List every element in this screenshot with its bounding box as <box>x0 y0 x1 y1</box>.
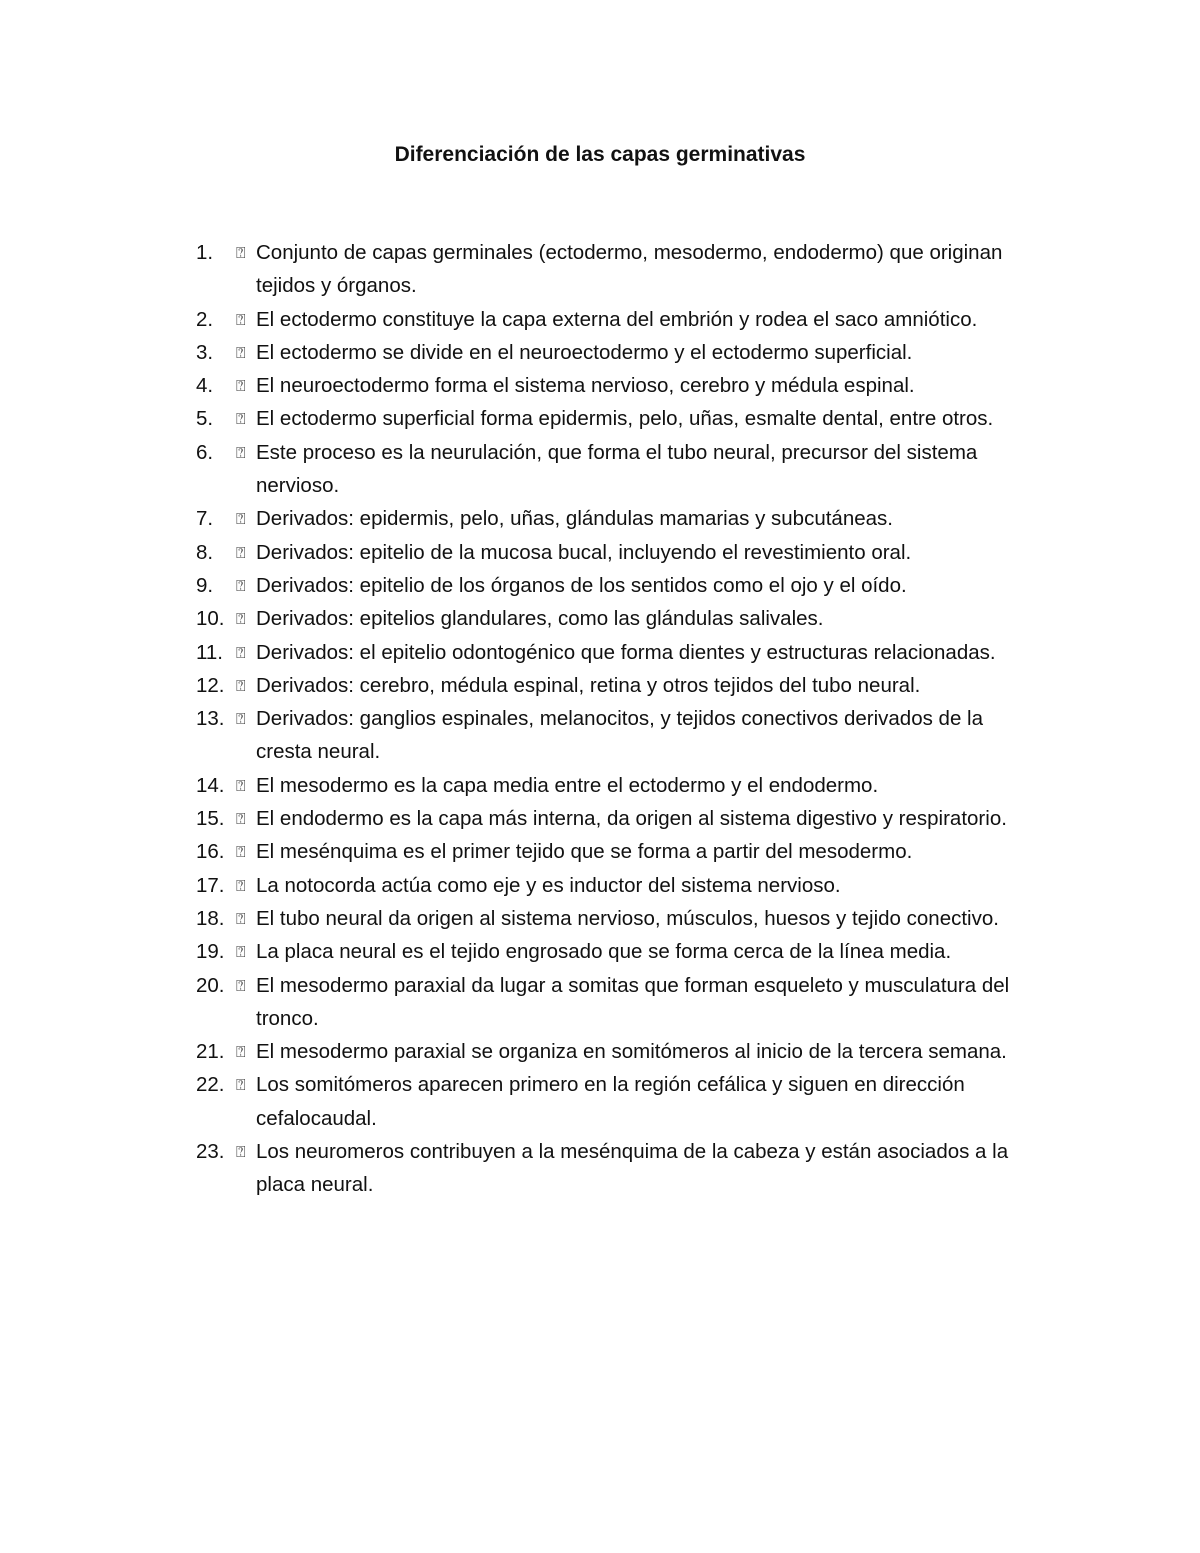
page-title: Diferenciación de las capas germinativas <box>394 143 806 166</box>
list-item <box>196 1035 1036 1068</box>
item-number: 23. <box>196 1140 225 1164</box>
list-item <box>196 303 1036 336</box>
item-number: 12. <box>196 673 225 697</box>
item-text: El ectodermo se divide en el neuroectodermo y el ectodermo superficial. <box>256 340 913 364</box>
item-number: 9. <box>196 573 214 597</box>
item-number: 20. <box>196 973 225 997</box>
item-number: 16. <box>196 840 225 864</box>
item-number: 6. <box>196 440 214 464</box>
list-item <box>196 436 1036 503</box>
missing-glyph-icon: ⍰ <box>236 542 246 562</box>
item-text: Derivados: epitelio de la mucosa bucal, incluyendo el revestimiento oral. <box>256 540 912 564</box>
list-item <box>196 869 1036 902</box>
missing-glyph-icon: ⍰ <box>236 1142 246 1162</box>
item-text: El mesodermo paraxial se organiza en somitómeros al inicio de la tercera semana. <box>256 1040 1007 1064</box>
missing-glyph-icon: ⍰ <box>236 1075 246 1095</box>
item-number: 8. <box>196 540 214 564</box>
list-item <box>196 569 1036 602</box>
item-number: 5. <box>196 407 214 431</box>
missing-glyph-icon: ⍰ <box>236 442 246 462</box>
missing-glyph-icon: ⍰ <box>236 609 246 629</box>
item-number: 22. <box>196 1073 225 1097</box>
missing-glyph-icon: ⍰ <box>236 942 246 962</box>
item-number: 15. <box>196 807 225 831</box>
item-number: 18. <box>196 906 225 930</box>
list-item <box>196 969 1036 1036</box>
list-item <box>196 1135 1036 1202</box>
item-text: Derivados: cerebro, médula espinal, retina y otros tejidos del tubo neural. <box>256 673 921 697</box>
item-text: El tubo neural da origen al sistema nervioso, músculos, huesos y tejido conectivo. <box>256 906 999 930</box>
item-text: Conjunto de capas germinales (ectodermo, mesodermo, endodermo) que originan tejidos y órganos. <box>256 241 1003 298</box>
list-item <box>196 835 1036 868</box>
missing-glyph-icon: ⍰ <box>236 309 246 329</box>
list-item <box>196 935 1036 968</box>
item-text: Derivados: el epitelio odontogénico que forma dientes y estructuras relacionadas. <box>256 640 996 664</box>
item-number: 13. <box>196 707 225 731</box>
item-number: 21. <box>196 1040 225 1064</box>
missing-glyph-icon: ⍰ <box>236 642 246 662</box>
item-text: El endodermo es la capa más interna, da origen al sistema digestivo y respiratorio. <box>256 807 1007 831</box>
item-text: El mesodermo paraxial da lugar a somitas que forman esqueleto y musculatura del tronco. <box>256 973 1010 1030</box>
missing-glyph-icon: ⍰ <box>236 908 246 928</box>
item-number: 1. <box>196 241 214 264</box>
item-number: 10. <box>196 607 225 631</box>
item-text: La notocorda actúa como eje y es inductor del sistema nervioso. <box>256 873 841 897</box>
item-number: 14. <box>196 773 225 797</box>
item-text: Derivados: epidermis, pelo, uñas, glándulas mamarias y subcutáneas. <box>256 507 893 531</box>
item-number: 2. <box>196 307 214 331</box>
list-item <box>196 702 1036 769</box>
missing-glyph-icon: ⍰ <box>236 243 246 262</box>
item-text: Derivados: epitelios glandulares, como las glándulas salivales. <box>256 607 824 631</box>
list-item <box>196 802 1036 835</box>
missing-glyph-icon: ⍰ <box>236 775 246 795</box>
missing-glyph-icon: ⍰ <box>236 875 246 895</box>
missing-glyph-icon: ⍰ <box>236 975 246 995</box>
item-number: 17. <box>196 873 225 897</box>
missing-glyph-icon: ⍰ <box>236 409 246 429</box>
numbered-list <box>196 236 1036 1202</box>
missing-glyph-icon: ⍰ <box>236 1042 246 1062</box>
missing-glyph-icon: ⍰ <box>236 709 246 729</box>
item-text: Derivados: epitelio de los órganos de los sentidos como el ojo y el oído. <box>256 573 907 597</box>
item-number: 11. <box>196 640 223 664</box>
list-item <box>196 402 1036 435</box>
item-number: 19. <box>196 940 225 964</box>
item-text: El neuroectodermo forma el sistema nervioso, cerebro y médula espinal. <box>256 374 915 398</box>
list-item <box>196 236 1036 303</box>
item-number: 3. <box>196 340 214 364</box>
missing-glyph-icon: ⍰ <box>236 376 246 396</box>
item-text: Los neuromeros contribuyen a la mesénquima de la cabeza y están asociados a la placa neural. <box>256 1140 1009 1197</box>
list-item <box>196 1068 1036 1135</box>
list-item <box>196 669 1036 702</box>
item-text: El mesodermo es la capa media entre el ectodermo y el endodermo. <box>256 773 879 797</box>
item-text: El mesénquima es el primer tejido que se forma a partir del mesodermo. <box>256 840 913 864</box>
item-text: Derivados: ganglios espinales, melanocitos, y tejidos conectivos derivados de la cresta neural. <box>256 707 984 764</box>
item-number: 7. <box>196 507 214 531</box>
list-item <box>196 336 1036 369</box>
missing-glyph-icon: ⍰ <box>236 675 246 695</box>
item-text: El ectodermo superficial forma epidermis, pelo, uñas, esmalte dental, entre otros. <box>256 407 994 431</box>
item-text: Los somitómeros aparecen primero en la región cefálica y siguen en dirección cefalocaudal. <box>256 1073 965 1130</box>
missing-glyph-icon: ⍰ <box>236 575 246 595</box>
list-item <box>196 602 1036 635</box>
item-text: El ectodermo constituye la capa externa del embrión y rodea el saco amniótico. <box>256 307 978 331</box>
list-item <box>196 769 1036 802</box>
missing-glyph-icon: ⍰ <box>236 842 246 862</box>
list-item <box>196 369 1036 402</box>
missing-glyph-icon: ⍰ <box>236 509 246 529</box>
list-item <box>196 536 1036 569</box>
list-item <box>196 902 1036 935</box>
list-item <box>196 636 1036 669</box>
missing-glyph-icon: ⍰ <box>236 342 246 362</box>
item-number: 4. <box>196 374 214 398</box>
list-item <box>196 502 1036 535</box>
item-text: Este proceso es la neurulación, que forma el tubo neural, precursor del sistema nervioso. <box>256 440 978 498</box>
missing-glyph-icon: ⍰ <box>236 809 246 829</box>
item-text: La placa neural es el tejido engrosado que se forma cerca de la línea media. <box>256 940 952 964</box>
